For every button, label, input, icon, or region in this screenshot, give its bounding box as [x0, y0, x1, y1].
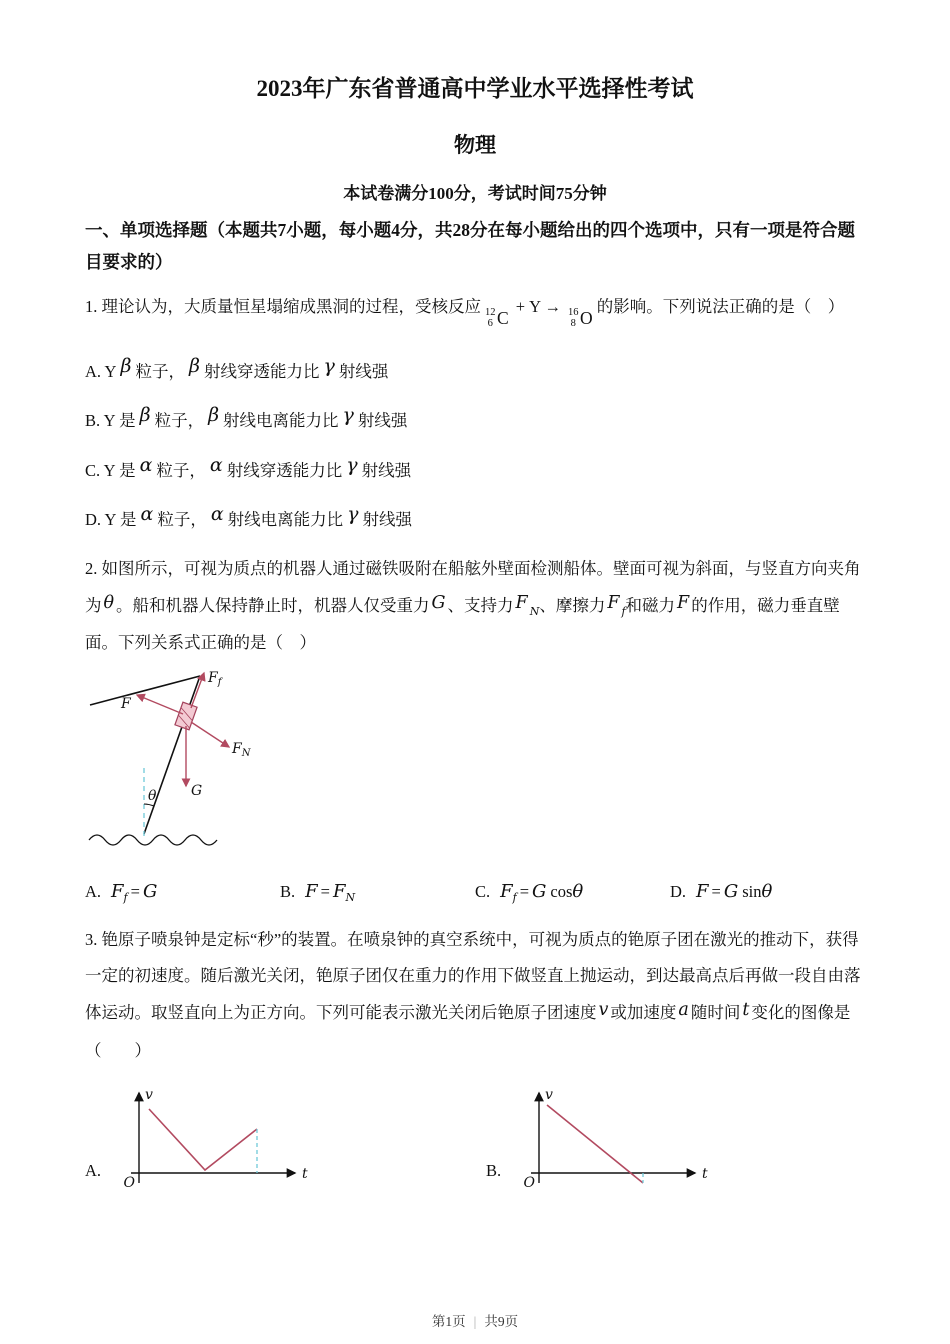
option-label: C.: [475, 881, 491, 901]
text-segment: 、摩擦力: [539, 595, 606, 615]
atomic-number: 8: [570, 317, 576, 329]
equals-sign: =: [711, 881, 721, 901]
text-segment: 粒子，: [135, 362, 185, 382]
math-symbol: F: [305, 880, 318, 902]
text-segment: 射线强: [362, 510, 413, 530]
text-segment: 粒子，: [157, 510, 207, 530]
page-title: 2023年广东省普通高中学业水平选择性考试: [256, 76, 694, 101]
q1-option-b: [85, 405, 865, 435]
q1-option-a: [85, 356, 865, 386]
text-segment: 射线电离能力比: [223, 411, 339, 431]
text-segment: 射线穿透能力比: [203, 362, 320, 382]
nuclide-oxygen: [568, 299, 593, 338]
text-segment: 3. 铯原子喷泉钟是定标“秒”的装置。在喷泉钟的真空系统中，可视为质点的铯原子团在激光的推动下，获得一定的初速度。随后激光关闭，铯原子团仅在重力的作用下做竖直上抛运动，到达最高点后再做一段自由落体运动。取竖直向上为正方向。下列可能表示激光关闭后铯原子团速度: [85, 929, 861, 1023]
text-segment: 随时间: [690, 1003, 741, 1023]
math-symbol: G: [532, 880, 547, 902]
hull-deck-line: [90, 676, 200, 705]
acceleration-symbol: a: [678, 1000, 689, 1021]
option-label: A.: [85, 1161, 102, 1181]
greek-symbol: β: [139, 404, 151, 427]
q2-option-b: [280, 881, 475, 904]
math-symbol: G: [142, 880, 158, 902]
magnetic-force-arrow: [137, 695, 183, 714]
page-number: 第1页: [431, 1314, 466, 1329]
equals-sign: =: [519, 881, 530, 901]
element-symbol: C: [497, 307, 509, 328]
q2-option-c: [475, 881, 670, 904]
robot-body: [175, 702, 197, 730]
q3-graphs-row: [85, 1083, 865, 1195]
text-segment: 、支持力: [447, 595, 514, 615]
math-subscript: N: [345, 890, 356, 904]
greek-symbol: β: [188, 355, 200, 378]
math-symbol: θ: [572, 880, 584, 902]
normal-force-symbol: F: [515, 592, 528, 613]
greek-symbol: γ: [347, 503, 359, 526]
normal-force-arrow: [191, 722, 229, 747]
mass-number: 12: [485, 306, 496, 318]
q3-option-b-graph: [486, 1083, 718, 1195]
option-label: D.: [670, 881, 687, 901]
text-segment: 射线强: [361, 460, 412, 480]
text-segment: 射线电离能力比: [227, 510, 344, 530]
y-axis-label: v: [545, 1087, 554, 1104]
y-axis-label: v: [145, 1087, 153, 1104]
text-segment: 粒子，: [154, 411, 205, 431]
gravity-symbol: G: [431, 592, 446, 613]
greek-symbol: α: [139, 453, 153, 476]
greek-symbol: γ: [323, 355, 335, 378]
q1-option-d: [85, 504, 865, 534]
subject-title: 物理: [454, 133, 496, 157]
q2-figure-container: [87, 668, 865, 859]
trig-function: cos: [550, 881, 573, 901]
nuclide-scripts: [568, 307, 579, 329]
velocity-time-graph-a: [103, 1083, 318, 1195]
q1-text-post: 的影响。下列说法正确的是（ ）: [596, 296, 845, 316]
greek-symbol: γ: [342, 404, 354, 427]
page-footer: [0, 1310, 950, 1330]
text-segment: 射线强: [357, 411, 408, 431]
origin-label: O: [523, 1175, 536, 1192]
reaction-middle: + Y →: [515, 296, 562, 316]
theta-label: θ: [148, 787, 157, 804]
q3-option-a-graph: [85, 1083, 318, 1195]
footer-separator: |: [473, 1314, 477, 1329]
robot-rect: [175, 702, 197, 730]
theta-angle-arc: [144, 804, 154, 806]
x-axis-label: t: [702, 1166, 708, 1183]
text-segment: 或加速度: [610, 1003, 677, 1023]
text-segment: 射线强: [338, 362, 389, 382]
math-subscript: f: [123, 890, 128, 904]
velocity-symbol: v: [598, 1000, 609, 1021]
gravity-label: G: [191, 782, 203, 799]
equals-sign: =: [320, 881, 330, 901]
q1-text-pre: 1. 理论认为，大质量恒星塌缩成黑洞的过程，受核反应: [85, 296, 481, 316]
hull-wall-line: [144, 676, 203, 834]
text-segment: 的作用，磁力垂直壁面。下列关系式正确的是（ ）: [85, 595, 840, 653]
origin-label: O: [123, 1175, 136, 1192]
x-axis-label: t: [302, 1166, 308, 1183]
magnetic-force-label: F: [121, 695, 131, 712]
equals-sign: =: [130, 881, 140, 901]
math-symbol: θ: [761, 880, 773, 902]
velocity-curve: [149, 1109, 257, 1170]
greek-symbol: α: [140, 503, 154, 526]
math-symbol: F: [500, 880, 513, 902]
atomic-number: 6: [487, 317, 493, 329]
text-segment: 2. 如图所示，可视为质点的机器人通过磁铁吸附在船舷外壁面检测船体。壁面可视为斜面，与竖直方向夹角为: [85, 558, 861, 615]
question-2-stem: [85, 551, 865, 662]
element-symbol: O: [580, 307, 593, 328]
q2-option-a: [85, 881, 280, 904]
text-segment: D. Y 是: [85, 510, 137, 530]
friction-force-subscript: f: [621, 604, 626, 618]
velocity-curve: [547, 1105, 643, 1183]
math-symbol: F: [111, 880, 124, 902]
q2-options-row: [85, 881, 865, 904]
friction-force-label: $F_f$: [208, 669, 222, 688]
q2-option-d: [670, 881, 865, 904]
text-segment: 变化的图像是（ ）: [85, 1003, 851, 1060]
text-segment: A. Y: [85, 362, 117, 382]
option-label: B.: [280, 881, 296, 901]
option-label: A.: [85, 881, 102, 901]
greek-symbol: α: [210, 503, 224, 526]
text-segment: 粒子，: [156, 460, 206, 480]
friction-force-symbol: F: [607, 592, 620, 613]
normal-force-label: $F_N$: [232, 740, 251, 759]
time-symbol: t: [742, 1000, 750, 1021]
greek-symbol: β: [120, 355, 132, 378]
text-segment: 。船和机器人保持静止时，机器人仅受重力: [116, 595, 430, 615]
greek-symbol: β: [208, 404, 220, 427]
question-3-stem: [85, 922, 865, 1069]
text-segment: 射线穿透能力比: [226, 460, 343, 480]
text-segment: C. Y 是: [85, 460, 136, 480]
greek-symbol: γ: [346, 453, 358, 476]
question-1-stem: [85, 289, 865, 337]
normal-force-subscript: N: [529, 604, 540, 618]
velocity-time-graph-b: [503, 1083, 718, 1195]
math-symbol: F: [332, 880, 346, 902]
section-heading: 一、单项选择题（本题共7小题，每小题4分，共28分在每小题给出的四个选项中，只有一项是符合题目要求的）: [85, 220, 855, 273]
trig-function: sin: [742, 881, 762, 901]
exam-info: 本试卷满分100分，考试时间75分钟: [343, 184, 607, 203]
page-total: 共9页: [484, 1314, 519, 1329]
math-subscript: f: [512, 890, 517, 904]
math-symbol: F: [696, 880, 709, 902]
option-label: B.: [486, 1161, 502, 1181]
theta-symbol: θ: [103, 592, 115, 613]
nuclide-scripts: [485, 307, 496, 329]
magnetic-force-symbol: F: [677, 592, 690, 613]
water-waves: [89, 835, 217, 845]
text-segment: B. Y 是: [85, 411, 136, 431]
q1-option-c: [85, 455, 865, 485]
text-segment: 和磁力: [625, 595, 676, 615]
greek-symbol: α: [209, 453, 223, 476]
q2-figure: [87, 668, 322, 854]
mass-number: 16: [568, 306, 579, 318]
nuclide-carbon: [485, 299, 509, 338]
math-symbol: G: [723, 880, 739, 902]
